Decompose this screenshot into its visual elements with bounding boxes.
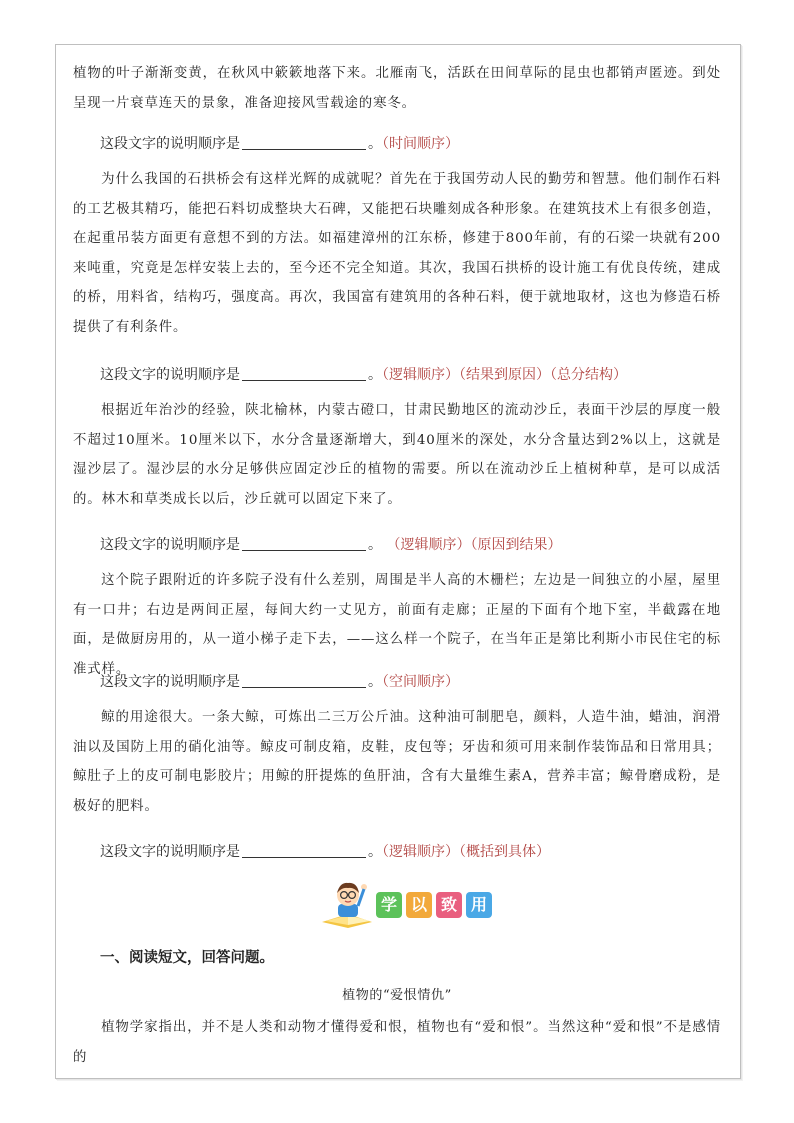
answer-blank[interactable] (242, 672, 366, 688)
section-heading: 一、阅读短文，回答问题。 (100, 950, 274, 966)
answer-text: （空间顺序） (382, 674, 459, 690)
question-5 (100, 841, 550, 861)
paragraph-text: 鲸的用途很大。一条大鲸，可炼出二三万公斤油。这种油可制肥皂，颜料，人造牛油，蜡油，润滑油以及国防上用的硝化油等。鲸皮可制皮箱，皮鞋，皮包等；牙齿和须可用来制作装饰品和日常用具；鲸肚子上的皮可制电影胶片；用鲸的肝提炼的鱼肝油，含有大量维生素A，营养丰富；鲸骨磨成粉，是极好的肥料。 (73, 710, 721, 814)
question-3 (100, 534, 561, 554)
logo-char-3: 致 (436, 892, 462, 918)
answer-blank[interactable] (242, 134, 366, 150)
question-end: 。 (368, 136, 382, 152)
question-4 (100, 671, 459, 691)
answer-text: （逻辑顺序）（概括到具体） (382, 844, 550, 860)
logo-char-2: 以 (406, 892, 432, 918)
answer-text: （逻辑顺序）（原因到结果） (382, 537, 562, 553)
paragraph-2 (73, 165, 721, 342)
question-prompt: 这段文字的说明顺序是 (100, 674, 240, 690)
logo-char-1: 学 (376, 892, 402, 918)
answer-blank[interactable] (242, 842, 366, 858)
paragraph-5 (73, 703, 721, 821)
question-end: 。 (368, 367, 382, 383)
article-intro (73, 1013, 721, 1072)
study-apply-logo (318, 878, 503, 928)
question-prompt: 这段文字的说明顺序是 (100, 367, 240, 383)
question-end: 。 (368, 844, 382, 860)
answer-text: （逻辑顺序）（结果到原因）（总分结构） (382, 367, 627, 383)
logo-char-4: 用 (466, 892, 492, 918)
paragraph-text: 植物学家指出，并不是人类和动物才懂得爱和恨，植物也有“爱和恨”。当然这种“爱和恨”不是感情的 (73, 1020, 721, 1065)
question-2 (100, 364, 627, 384)
paragraph-3 (73, 396, 721, 514)
paragraph-4 (73, 566, 721, 684)
question-end: 。 (368, 537, 382, 553)
answer-text: （时间顺序） (382, 136, 459, 152)
question-1 (100, 133, 459, 153)
answer-blank[interactable] (242, 365, 366, 381)
paragraph-1 (73, 59, 721, 118)
question-prompt: 这段文字的说明顺序是 (100, 537, 240, 553)
question-prompt: 这段文字的说明顺序是 (100, 136, 240, 152)
article-title: 植物的“爱恨情仇” (342, 988, 452, 1003)
paragraph-text: 这个院子跟附近的许多院子没有什么差别，周围是半人高的木栅栏；左边是一间独立的小屋，屋里有一口井；右边是两间正屋，每间大约一丈见方，前面有走廊；正屋的下面有个地下室，半截露在地面，是做厨房用的，从一道小梯子走下去，——这么样一个院子，在当年正是第比利斯小市民住宅的标准式样。 (73, 573, 721, 677)
paragraph-text: 为什么我国的石拱桥会有这样光辉的成就呢？首先在于我国劳动人民的勤劳和智慧。他们制作石料的工艺极其精巧，能把石料切成整块大石碑，又能把石块雕刻成各种形象。在建筑技术上有很多创造，在起重吊装方面更有意想不到的方法。如福建漳州的江东桥，修建于800年前，有的石梁一块就有200来吨重，究竟是怎样安装上去的，至今还不完全知道。其次，我国石拱桥的设计施工有优良传统，建成的桥，用料省，结构巧，强度高。再次，我国富有建筑用的各种石料，便于就地取材，这也为修造石桥提供了有利条件。 (73, 172, 721, 335)
student-reading-icon (318, 878, 376, 928)
answer-blank[interactable] (242, 535, 366, 551)
question-prompt: 这段文字的说明顺序是 (100, 844, 240, 860)
question-end: 。 (368, 674, 382, 690)
paragraph-text: 根据近年治沙的经验，陕北榆林，内蒙古磴口，甘肃民勤地区的流动沙丘，表面干沙层的厚度一般不超过10厘米。10厘米以下，水分含量逐渐增大，到40厘米的深处，水分含量达到2%以上，这就是湿沙层了。湿沙层的水分足够供应固定沙丘的植物的需要。所以在流动沙丘上植树种草，是可以成活的。林木和草类成长以后，沙丘就可以固定下来了。 (73, 403, 721, 507)
paragraph-text: 植物的叶子渐渐变黄，在秋风中簌簌地落下来。北雁南飞，活跃在田间草际的昆虫也都销声匿迹。到处呈现一片衰草连天的景象，准备迎接风雪载途的寒冬。 (73, 66, 721, 111)
